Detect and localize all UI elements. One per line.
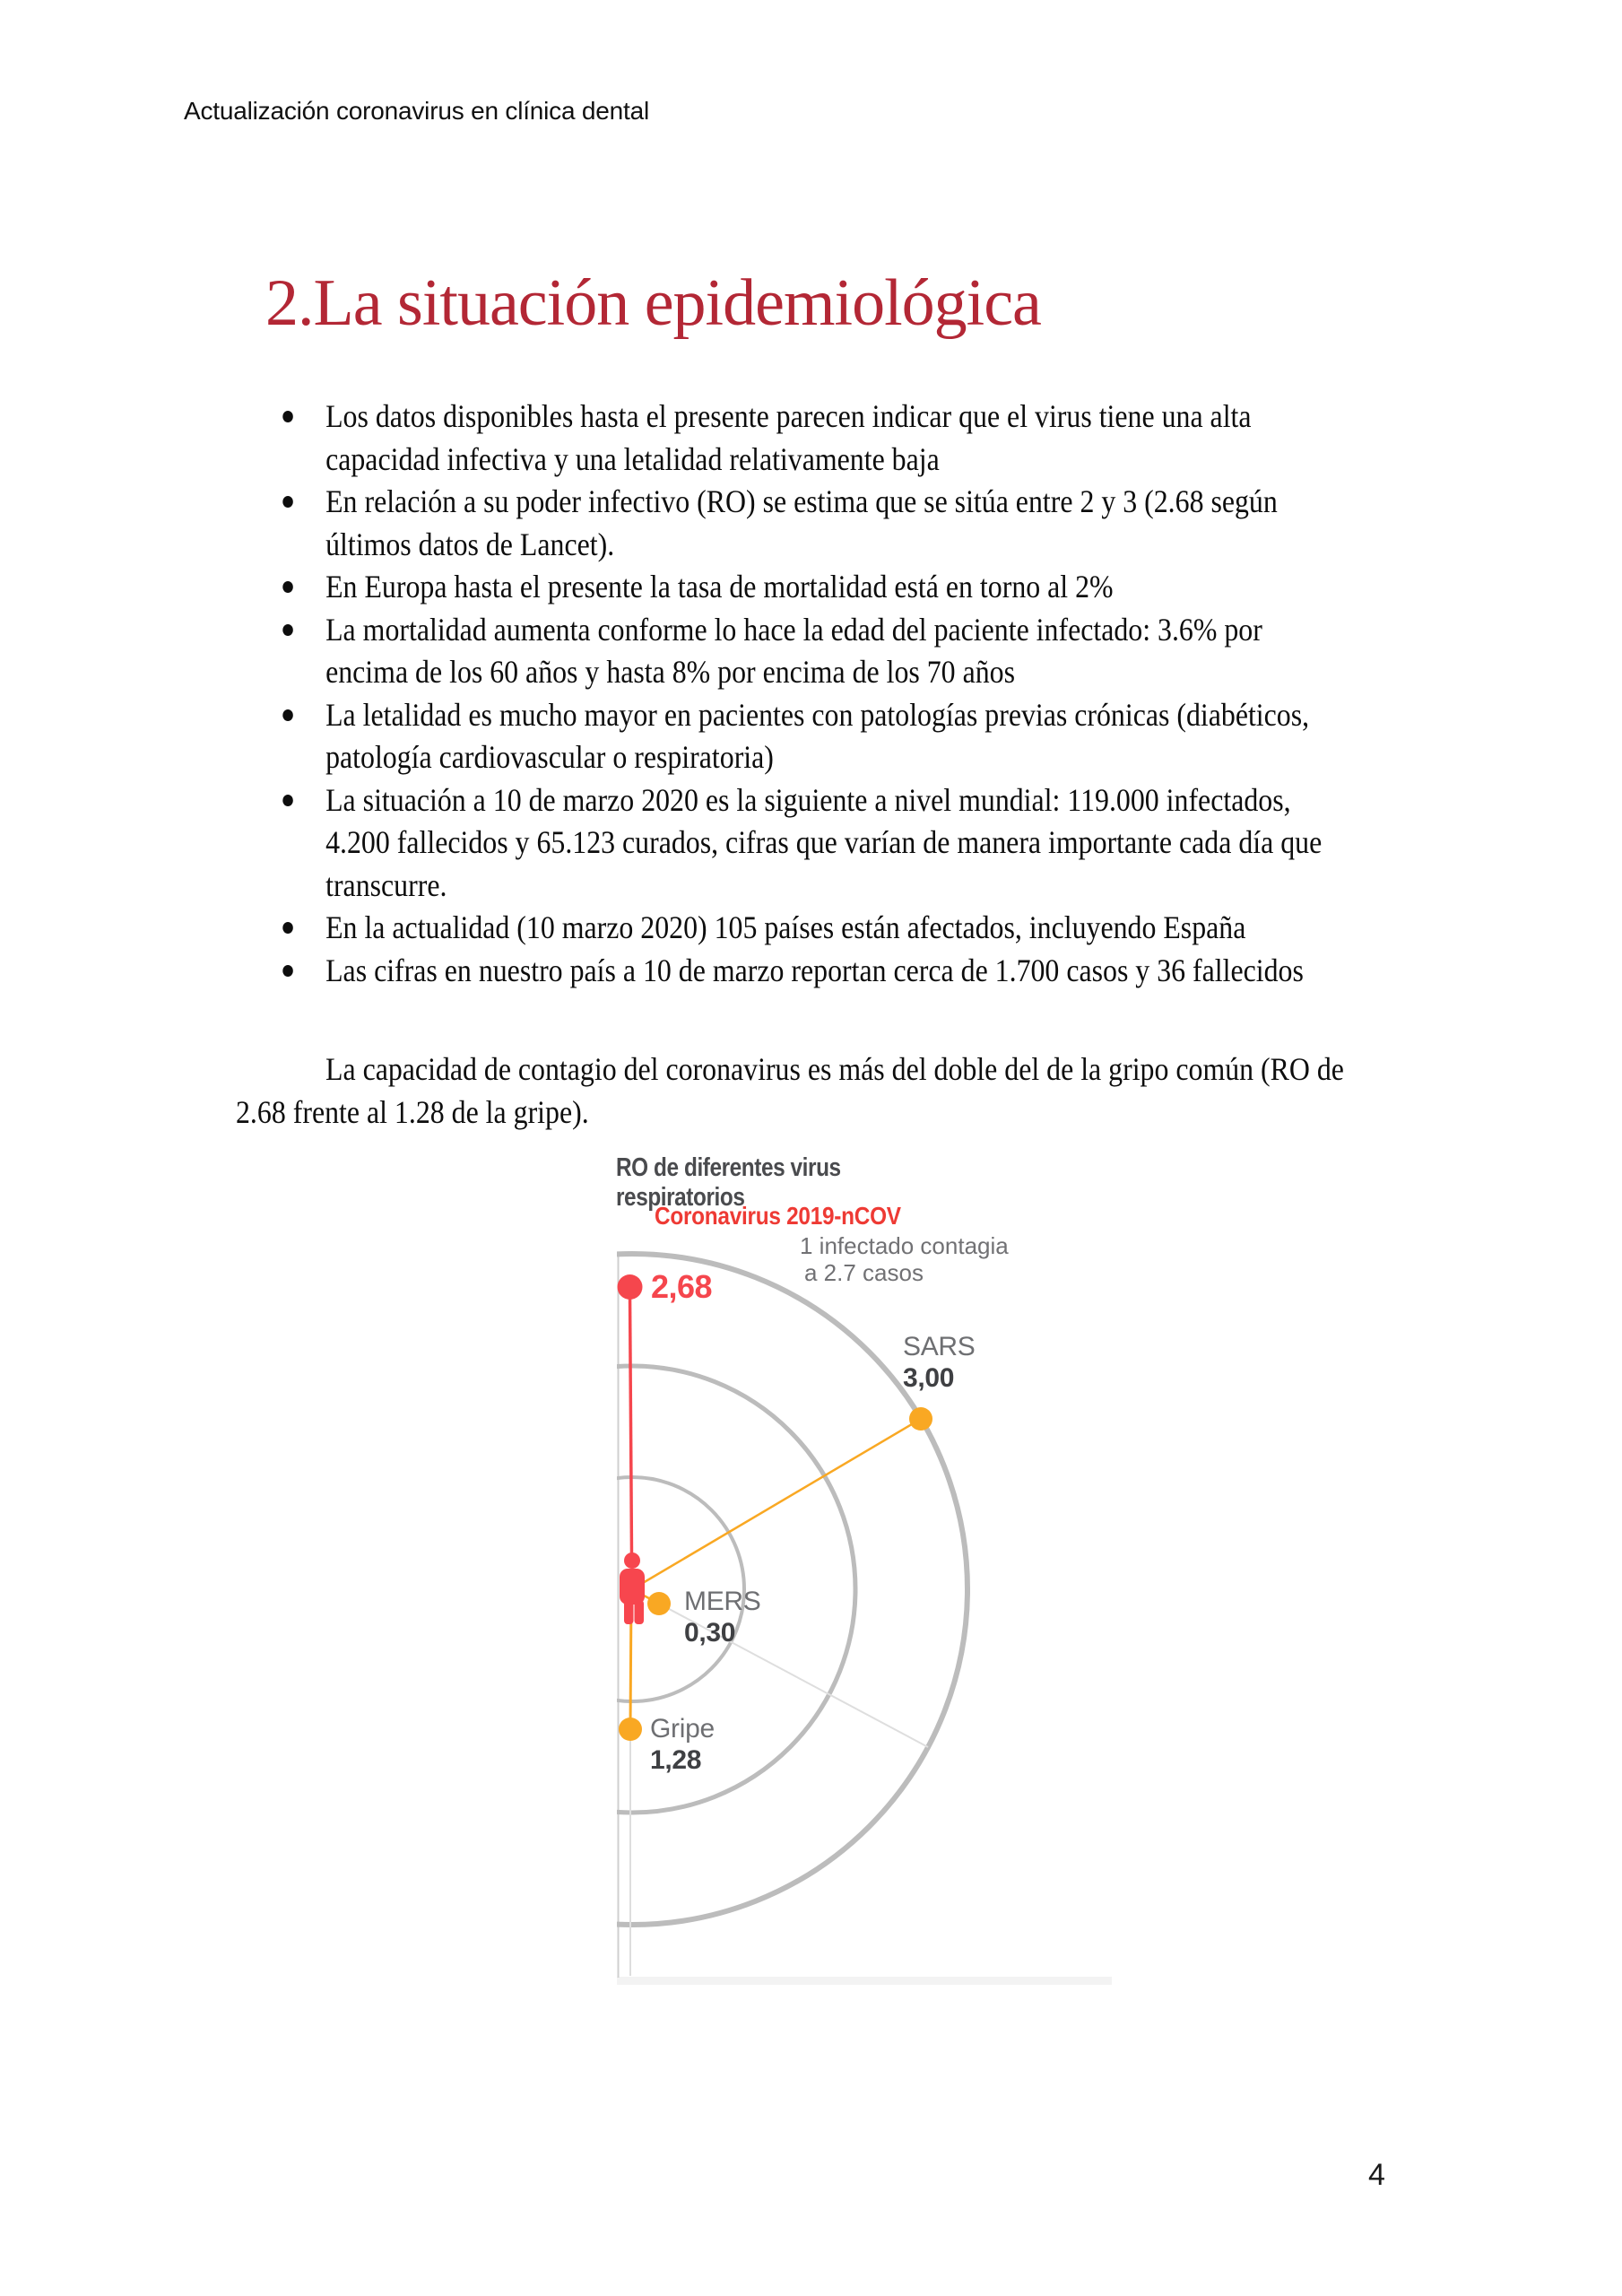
gripe-point bbox=[619, 1718, 642, 1741]
chart-title-line2: respiratorios bbox=[616, 1183, 745, 1212]
r0-comparison-chart bbox=[610, 1152, 1114, 1989]
sars-value: 3,00 bbox=[903, 1363, 955, 1393]
bullet-item: Las cifras en nuestro país a 10 de marzo reportan cerca de 1.700 casos y 36 fallecidos bbox=[278, 950, 1333, 993]
bullet-list bbox=[278, 396, 1333, 992]
mers-value: 0,30 bbox=[684, 1618, 736, 1648]
coronavirus-label: Coronavirus 2019-nCOV bbox=[655, 1202, 901, 1230]
chart-bottom-edge bbox=[617, 1977, 1112, 1985]
coronavirus-point bbox=[618, 1274, 643, 1300]
bullet-item: Los datos disponibles hasta el presente parecen indicar que el virus tiene una alta capacidad infectiva y una letalidad relativamente baja bbox=[278, 396, 1333, 481]
infected-person-icon bbox=[620, 1552, 645, 1624]
running-header: Actualización coronavirus en clínica dental bbox=[184, 97, 650, 125]
coronavirus-spoke bbox=[630, 1293, 632, 1555]
mers-label bbox=[684, 1586, 760, 1648]
intro-paragraph: La capacidad de contagio del coronavirus es más del doble del de la gripo común (RO de 2.68 frente al 1.28 de la gripe). bbox=[236, 1051, 1344, 1130]
coronavirus-value: 2,68 bbox=[651, 1268, 713, 1305]
gripe-value: 1,28 bbox=[650, 1745, 702, 1775]
gripe-label bbox=[650, 1713, 715, 1776]
mers-name: MERS bbox=[684, 1587, 761, 1616]
annotation-line1: 1 infectado contagia bbox=[800, 1232, 1009, 1259]
bullet-item: En relación a su poder infectivo (RO) se estima que se sitúa entre 2 y 3 (2.68 según últimos datos de Lancet). bbox=[278, 481, 1333, 566]
sars-spoke bbox=[632, 1419, 921, 1589]
page-number: 4 bbox=[1368, 2158, 1385, 2192]
bullet-item: La mortalidad aumenta conforme lo hace la edad del paciente infectado: 3.6% por encima de los 60 años y hasta 8% por encima de los 70 años bbox=[278, 609, 1333, 694]
bullet-item: En la actualidad (10 marzo 2020) 105 países están afectados, incluyendo España bbox=[278, 907, 1333, 950]
chart-annotation bbox=[800, 1232, 1009, 1286]
sars-name: SARS bbox=[903, 1332, 976, 1361]
sars-label bbox=[903, 1331, 976, 1394]
annotation-line2: a 2.7 casos bbox=[804, 1259, 924, 1286]
bullet-item: La letalidad es mucho mayor en pacientes con patologías previas crónicas (diabéticos, patología cardiovascular o respiratoria) bbox=[278, 694, 1333, 779]
gripe-name: Gripe bbox=[650, 1714, 715, 1744]
bullet-item: La situación a 10 de marzo 2020 es la siguiente a nivel mundial: 119.000 infectados, 4.200 fallecidos y 65.123 curados, cifras que varían de manera importante cada día que transcurre. bbox=[278, 779, 1333, 908]
mers-point bbox=[647, 1592, 671, 1615]
section-title: 2.La situación epidemiológica bbox=[265, 266, 1041, 340]
bullet-item: En Europa hasta el presente la tasa de mortalidad está en torno al 2% bbox=[278, 566, 1333, 609]
sars-point bbox=[909, 1407, 932, 1431]
chart-title-line1: RO de diferentes virus bbox=[616, 1153, 841, 1182]
